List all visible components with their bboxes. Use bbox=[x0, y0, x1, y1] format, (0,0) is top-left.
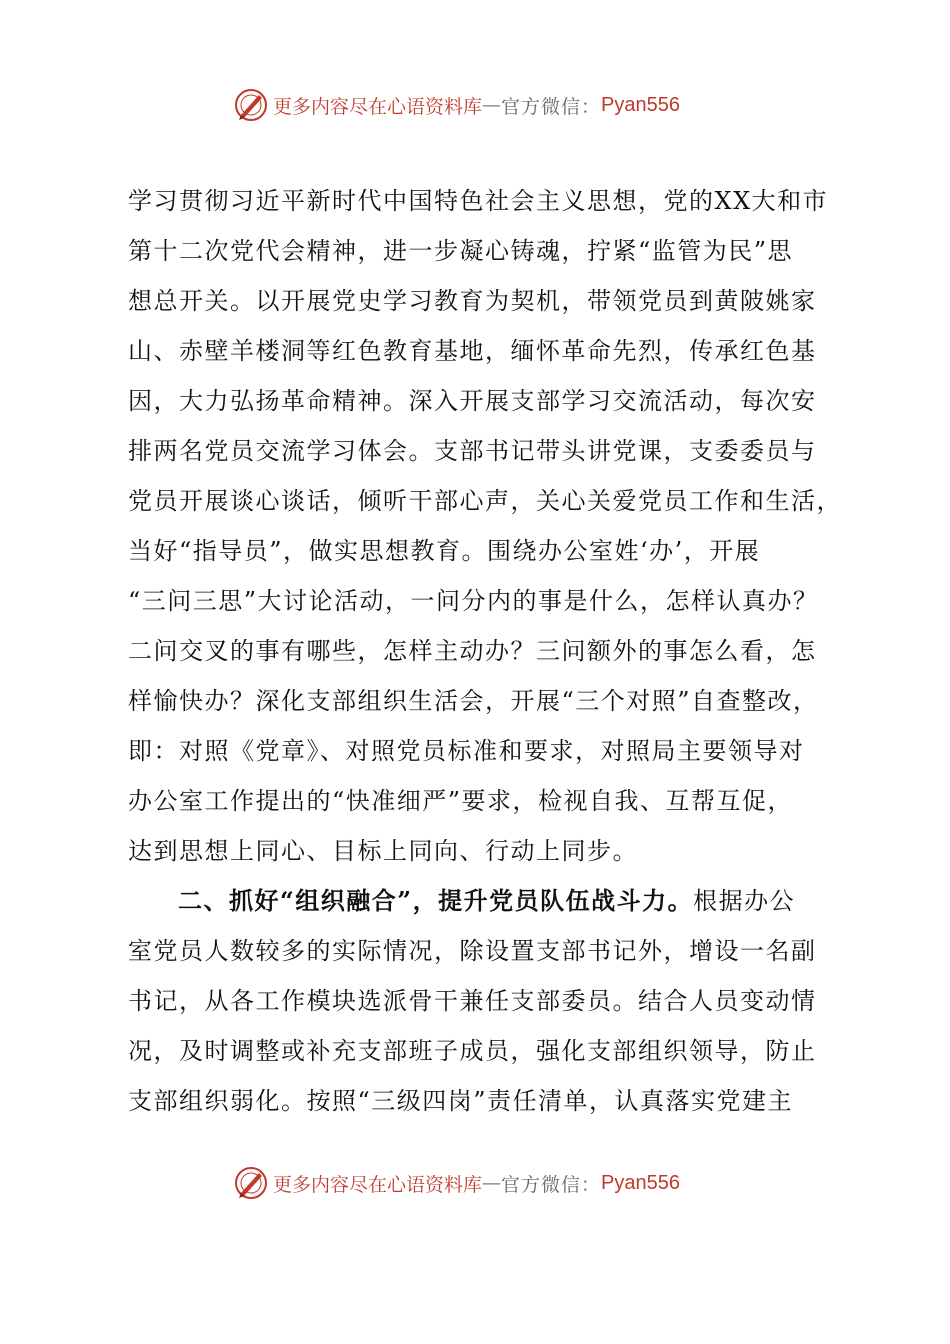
watermark-wechat-label: 官方微信： bbox=[501, 1173, 602, 1196]
pen-logo-icon bbox=[233, 1165, 269, 1201]
watermark-text: 更多内容尽在心语资料库 bbox=[273, 1173, 483, 1196]
text-line: 书记，从各工作模块选派骨干兼任支部委员。结合人员变动情 bbox=[128, 987, 817, 1015]
paragraph-1 bbox=[128, 176, 842, 876]
footer-watermark bbox=[233, 1163, 680, 1203]
text-line: 二问交叉的事有哪些，怎样主动办？三问额外的事怎么看，怎 bbox=[128, 637, 817, 665]
section-heading: 二、抓好“组织融合”，提升党员队伍战斗力。 bbox=[178, 886, 694, 915]
watermark-wechat-id: Pyan556 bbox=[601, 1171, 680, 1194]
watermark-dash: — bbox=[482, 1172, 502, 1194]
text-line: 党员开展谈心谈话，倾听干部心声，关心关爱党员工作和生活， bbox=[128, 487, 842, 515]
watermark-wechat-id: Pyan556 bbox=[601, 93, 680, 116]
text-line: 当好“指导员”，做实思想教育。围绕办公室姓‘办’，开展 bbox=[128, 537, 761, 565]
text-line: 因，大力弘扬革命精神。深入开展支部学习交流活动，每次安 bbox=[128, 387, 817, 415]
text-line: 达到思想上同心、目标上同向、行动上同步。 bbox=[128, 837, 638, 865]
document-body bbox=[128, 176, 842, 1126]
text-line: 况，及时调整或补充支部班子成员，强化支部组织领导，防止 bbox=[128, 1037, 817, 1065]
text-line: 山、赤壁羊楼洞等红色教育基地，缅怀革命先烈，传承红色基 bbox=[128, 337, 817, 365]
text-line: 办公室工作提出的“快准细严”要求，检视自我、互帮互促， bbox=[128, 787, 794, 815]
header-watermark bbox=[233, 85, 680, 125]
watermark-dash: — bbox=[482, 94, 502, 116]
text-line: 支部组织弱化。按照“三级四岗”责任清单，认真落实党建主 bbox=[128, 1087, 794, 1115]
watermark-text: 更多内容尽在心语资料库 bbox=[273, 95, 483, 118]
paragraph-2-first-line bbox=[128, 876, 828, 926]
text-line: 第十二次党代会精神，进一步凝心铸魂，拧紧“监管为民”思 bbox=[128, 237, 794, 265]
text-run: 根据办公 bbox=[693, 887, 796, 915]
paragraph-2 bbox=[128, 876, 828, 1126]
text-line: 学习贯彻习近平新时代中国特色社会主义思想，党的XX大和市 bbox=[128, 187, 829, 215]
text-line: 即：对照《党章》、对照党员标准和要求，对照局主要领导对 bbox=[128, 737, 805, 765]
watermark-wechat-label: 官方微信： bbox=[501, 95, 602, 118]
text-line: 室党员人数较多的实际情况，除设置支部书记外，增设一名副 bbox=[128, 937, 817, 965]
text-line: 排两名党员交流学习体会。支部书记带头讲党课，支委委员与 bbox=[128, 437, 817, 465]
pen-logo-icon bbox=[233, 87, 269, 123]
text-line: 想总开关。以开展党史学习教育为契机，带领党员到黄陂姚家 bbox=[128, 287, 817, 315]
text-line: “三问三思”大讨论活动，一问分内的事是什么，怎样认真办？ bbox=[128, 587, 819, 615]
text-line: 样愉快办？深化支部组织生活会，开展“三个对照”自查整改， bbox=[128, 687, 819, 715]
